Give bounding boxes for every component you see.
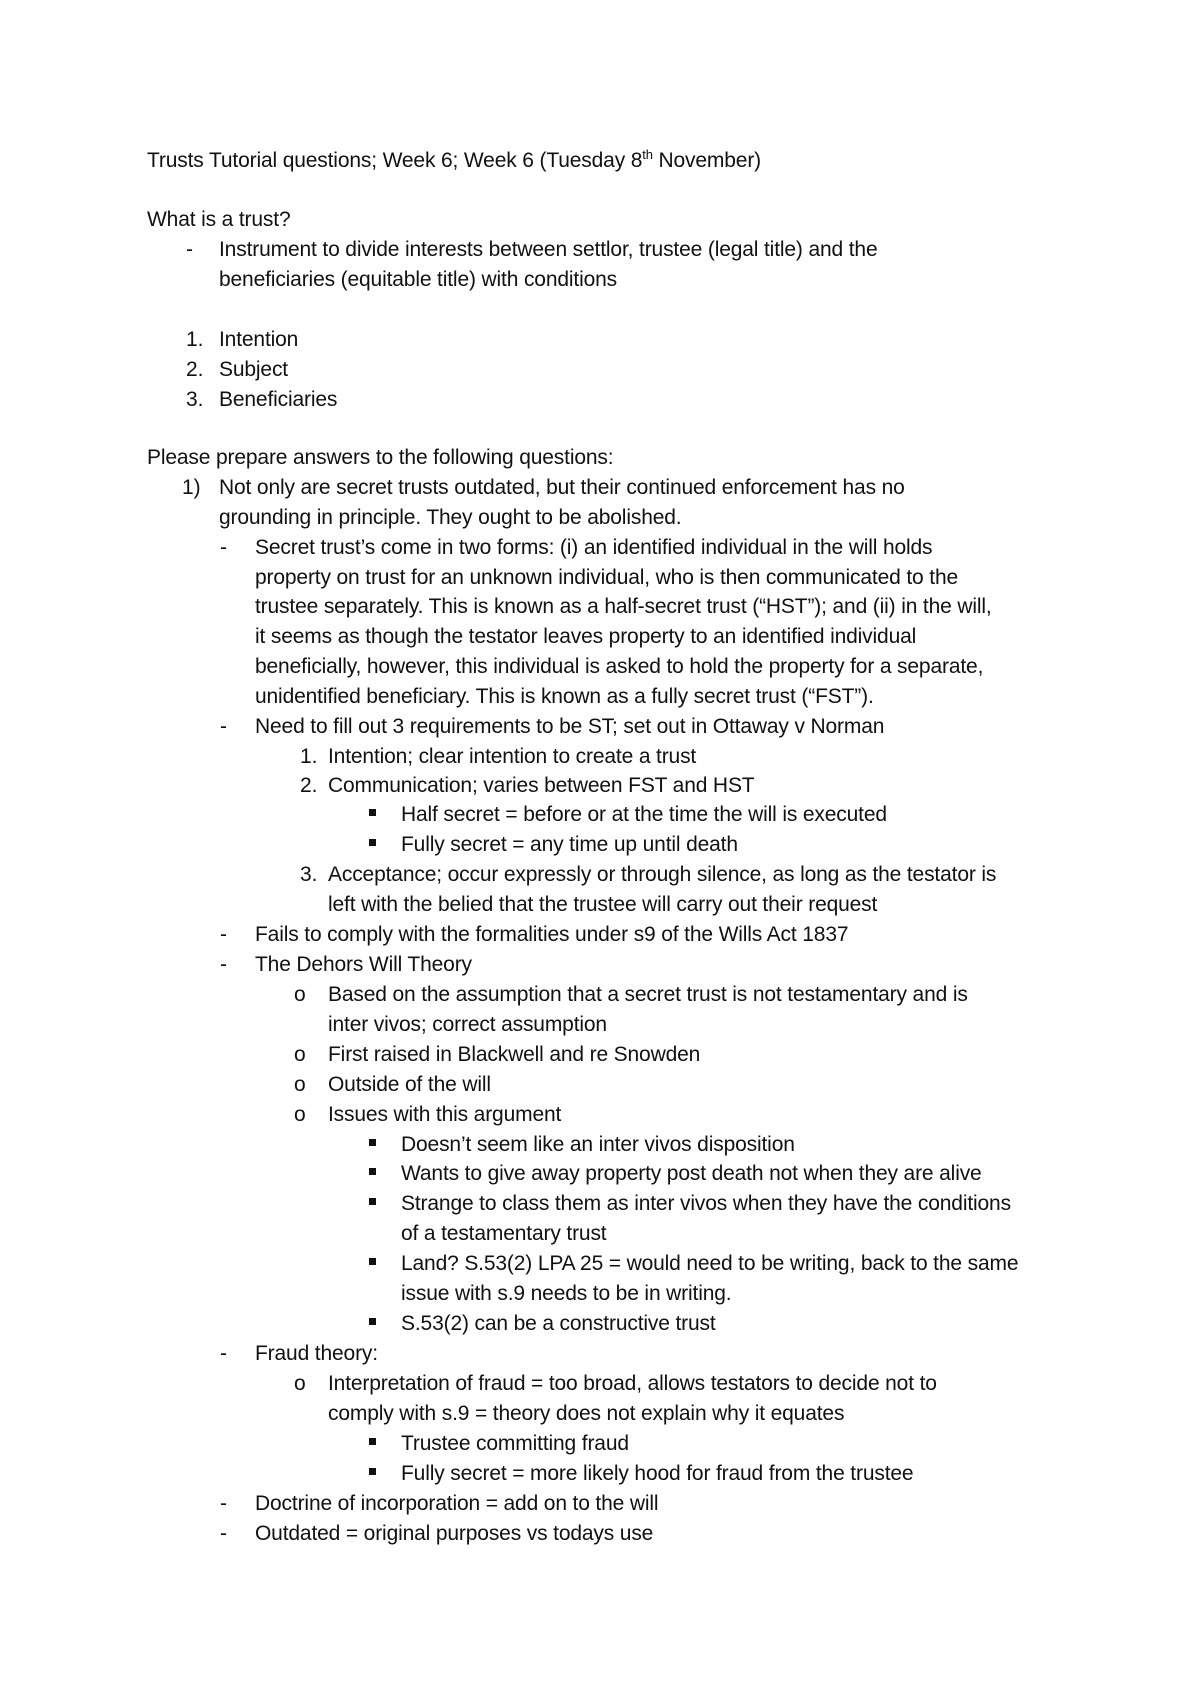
question-text: Not only are secret trusts outdated, but their continued enforcement has no <box>219 476 905 499</box>
dash-bullet: - <box>220 536 227 559</box>
square-bullet-icon <box>369 1198 376 1205</box>
list-number: 3. <box>300 863 318 886</box>
list-item-beneficiaries: Beneficiaries <box>219 388 338 411</box>
dash-bullet: - <box>220 1492 227 1515</box>
dash-bullet: - <box>220 715 227 738</box>
square-bullet-icon <box>369 1438 376 1445</box>
requirement-acceptance: Acceptance; occur expressly or through silence, as long as the testator is <box>328 863 997 886</box>
fraud-heading: Fraud theory: <box>255 1342 378 1365</box>
dehors-heading: The Dehors Will Theory <box>255 953 472 976</box>
requirement-acceptance: left with the belied that the trustee will carry out their request <box>328 893 878 916</box>
list-number: 1. <box>300 745 318 768</box>
incorporation-text: Doctrine of incorporation = add on to the will <box>255 1492 659 1515</box>
square-bullet-icon <box>369 809 376 816</box>
list-item-intention: Intention <box>219 328 299 351</box>
trust-definition-line: beneficiaries (equitable title) with conditions <box>219 268 618 291</box>
requirement-communication: Communication; varies between FST and HST <box>328 774 755 797</box>
dehors-point: Based on the assumption that a secret trust is not testamentary and is <box>328 983 968 1006</box>
requirement-intention: Intention; clear intention to create a trust <box>328 745 697 768</box>
circle-bullet-icon: o <box>294 1043 306 1066</box>
issue-item: S.53(2) can be a constructive trust <box>401 1312 716 1335</box>
list-number: 1. <box>186 328 204 351</box>
forms-text-line: Secret trust’s come in two forms: (i) an identified individual in the will holds <box>255 536 933 559</box>
issue-item: Strange to class them as inter vivos when they have the conditions <box>401 1192 1011 1215</box>
requirements-text: Need to fill out 3 requirements to be ST; set out in Ottaway v Norman <box>255 715 885 738</box>
list-number: 3. <box>186 388 204 411</box>
issue-item: issue with s.9 needs to be in writing. <box>401 1282 732 1305</box>
square-bullet-icon <box>369 1258 376 1265</box>
square-bullet-icon <box>369 1468 376 1475</box>
dash-bullet: - <box>220 953 227 976</box>
forms-text-line: trustee separately. This is known as a half-secret trust (“HST”); and (ii) in the will, <box>255 595 992 618</box>
circle-bullet-icon: o <box>294 983 306 1006</box>
dehors-point: Issues with this argument <box>328 1103 562 1126</box>
forms-text-line: unidentified beneficiary. This is known as a fully secret trust (“FST”). <box>255 685 874 708</box>
question-text: grounding in principle. They ought to be abolished. <box>219 506 682 529</box>
section-heading-what-is-trust: What is a trust? <box>147 208 291 231</box>
forms-text-line: beneficially, however, this individual is asked to hold the property for a separate, <box>255 655 984 678</box>
list-item-subject: Subject <box>219 358 288 381</box>
section-heading-questions: Please prepare answers to the following questions: <box>147 446 614 469</box>
question-number: 1) <box>182 476 201 499</box>
circle-bullet-icon: o <box>294 1372 306 1395</box>
list-number: 2. <box>300 774 318 797</box>
circle-bullet-icon: o <box>294 1073 306 1096</box>
fraud-point: Interpretation of fraud = too broad, allows testators to decide not to <box>328 1372 937 1395</box>
dehors-point: inter vivos; correct assumption <box>328 1013 607 1036</box>
fraud-subpoint: Trustee committing fraud <box>401 1432 629 1455</box>
title-text-end: November) <box>652 149 762 172</box>
dash-bullet: - <box>220 923 227 946</box>
square-bullet-icon <box>369 1139 376 1146</box>
forms-text-line: property on trust for an unknown individual, who is then communicated to the <box>255 566 959 589</box>
dehors-point: Outside of the will <box>328 1073 491 1096</box>
fraud-point: comply with s.9 = theory does not explain why it equates <box>328 1402 845 1425</box>
half-secret-text: Half secret = before or at the time the will is executed <box>401 803 887 826</box>
trust-definition-line: Instrument to divide interests between settlor, trustee (legal title) and the <box>219 238 878 261</box>
circle-bullet-icon: o <box>294 1103 306 1126</box>
issue-item: of a testamentary trust <box>401 1222 607 1245</box>
outdated-text: Outdated = original purposes vs todays use <box>255 1522 654 1545</box>
list-number: 2. <box>186 358 204 381</box>
dash-bullet: - <box>186 238 193 261</box>
issue-item: Land? S.53(2) LPA 25 = would need to be writing, back to the same <box>401 1252 1019 1275</box>
document-title <box>147 146 761 176</box>
fully-secret-text: Fully secret = any time up until death <box>401 833 738 856</box>
issue-item: Wants to give away property post death not when they are alive <box>401 1162 982 1185</box>
issue-item: Doesn’t seem like an inter vivos disposition <box>401 1133 795 1156</box>
dash-bullet: - <box>220 1342 227 1365</box>
square-bullet-icon <box>369 1168 376 1175</box>
forms-text-line: it seems as though the testator leaves property to an identified individual <box>255 625 917 648</box>
formalities-text: Fails to comply with the formalities under s9 of the Wills Act 1837 <box>255 923 849 946</box>
fraud-subpoint: Fully secret = more likely hood for fraud from the trustee <box>401 1462 914 1485</box>
title-superscript: th <box>642 147 653 162</box>
square-bullet-icon <box>369 1318 376 1325</box>
title-text: Trusts Tutorial questions; Week 6; Week 6 (Tuesday 8 <box>147 149 643 172</box>
dehors-point: First raised in Blackwell and re Snowden <box>328 1043 701 1066</box>
dash-bullet: - <box>220 1522 227 1545</box>
square-bullet-icon <box>369 839 376 846</box>
